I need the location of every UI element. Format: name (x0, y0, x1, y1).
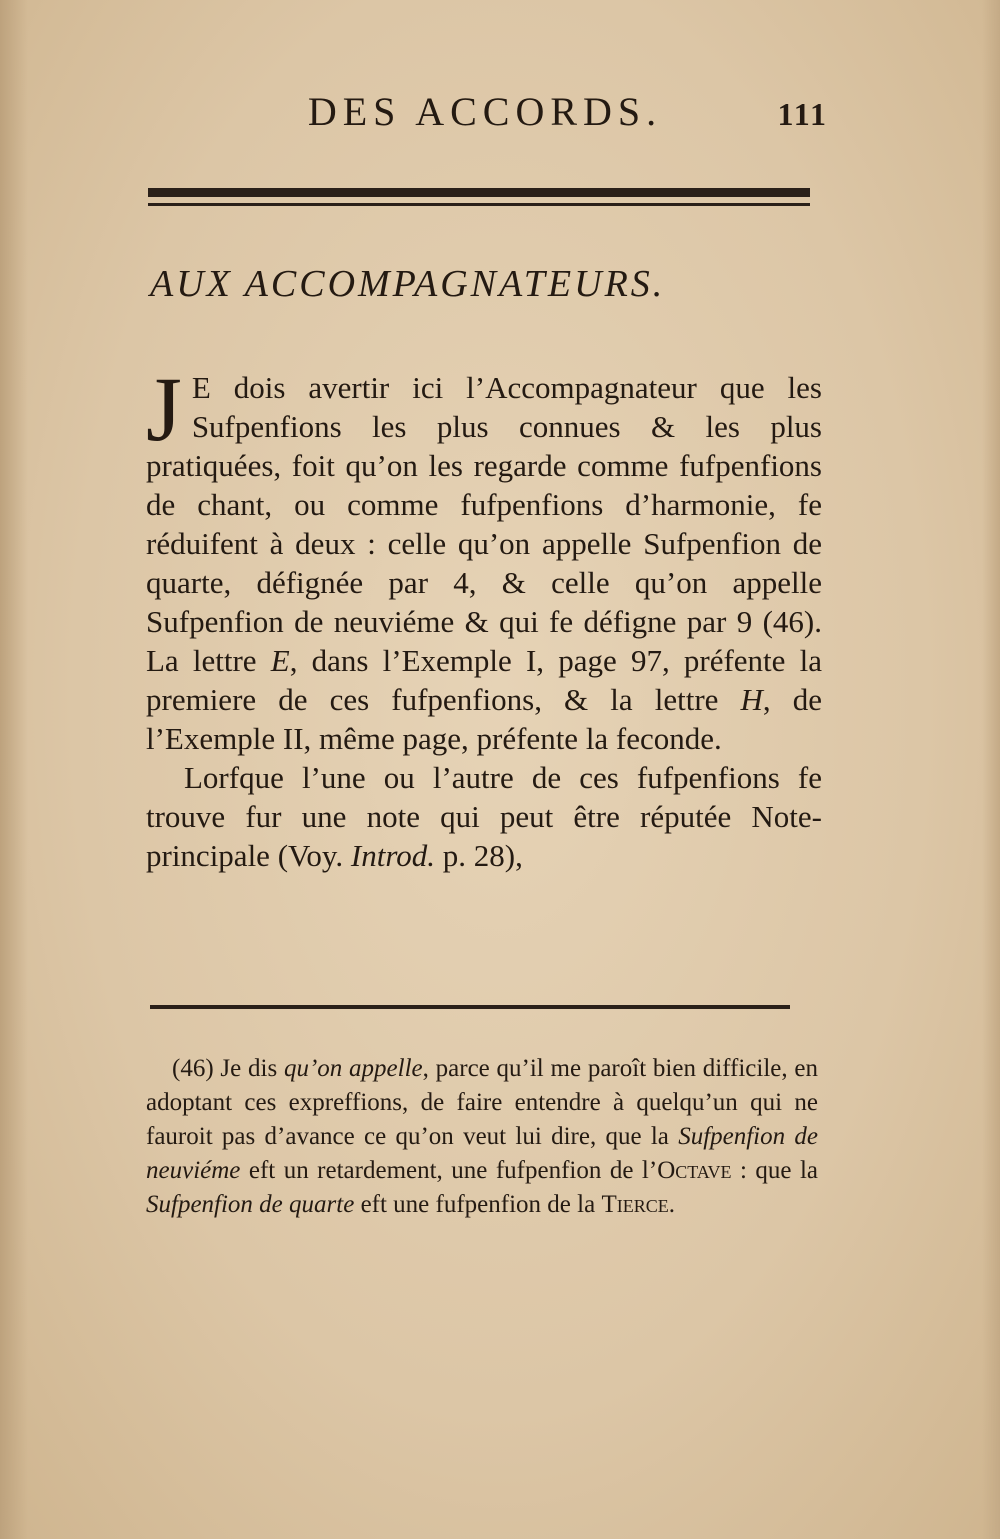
fn-text-g: : que la (731, 1157, 818, 1184)
footnote (146, 1052, 818, 1222)
header-rule-thin (148, 203, 810, 206)
fn-text-b: qu’on appelle (283, 1055, 423, 1082)
body-text (146, 358, 822, 875)
page-number: 111 (777, 96, 828, 132)
p1-text-e: , de l’Exemple II, même page, préfente la feconde. (146, 682, 822, 756)
p1-letter-h: H (740, 682, 763, 717)
paragraph-1 (146, 358, 822, 758)
fn-text-k: . (668, 1191, 675, 1218)
p2-text-c: p. 28), (435, 838, 523, 873)
fn-text-h: Sufpenfion de quarte (146, 1191, 355, 1218)
fn-text-a: (46) Je dis (172, 1055, 284, 1082)
p1-text-c: , dans l’Exemple I, page 97, préfente la premiere de ces fufpenfions, & la lettre (146, 643, 822, 717)
paragraph-2 (146, 758, 822, 875)
fn-text-e: eft un retardement, une fufpenfion de l’ (240, 1157, 658, 1184)
fn-text-c: , parce qu’il me paroît bien difficile, en adoptant ces expreffions, de faire entendre à quelqu’un qui ne fauroit pas d’avance ce qu’on veut lui dire, que la (146, 1055, 818, 1150)
fn-text-j: Tierce (601, 1191, 669, 1218)
p1-letter-e: E (270, 643, 290, 678)
header-rule-thick (148, 188, 810, 197)
p2-text-a: Lorfque l’une ou l’autre de ces fufpenfions fe trouve fur une note qui peut être réputée Note-principale (Voy. (146, 760, 822, 873)
section-title: AUX ACCOMPAGNATEURS. (150, 263, 666, 305)
fn-text-i: eft une fufpenfion de la (354, 1191, 602, 1218)
p1-text-a: E dois avertir ici l’Accompagnateur que les Sufpenfions les plus connues & les plus pratiquées, foit qu’on les regarde comme fufpenfions de chant, ou comme fufpenfions d’harmonie, fe réduifent à deux : celle qu’on appelle Sufpenfion de quarte, défignée par 4, & celle qu’on appelle Sufpenfion de neuviéme & qui fe défigne par 9 (46). La lettre (146, 370, 822, 678)
drop-cap: J (146, 358, 182, 460)
footnote-rule (150, 1005, 790, 1009)
fn-text-d: Sufpenfion de neuviéme (146, 1123, 818, 1184)
fn-text-f: Octave (657, 1157, 732, 1184)
footnote-paragraph (146, 1052, 818, 1222)
running-head: DES ACCORDS. (307, 89, 663, 134)
p2-introd: Introd. (350, 838, 435, 873)
